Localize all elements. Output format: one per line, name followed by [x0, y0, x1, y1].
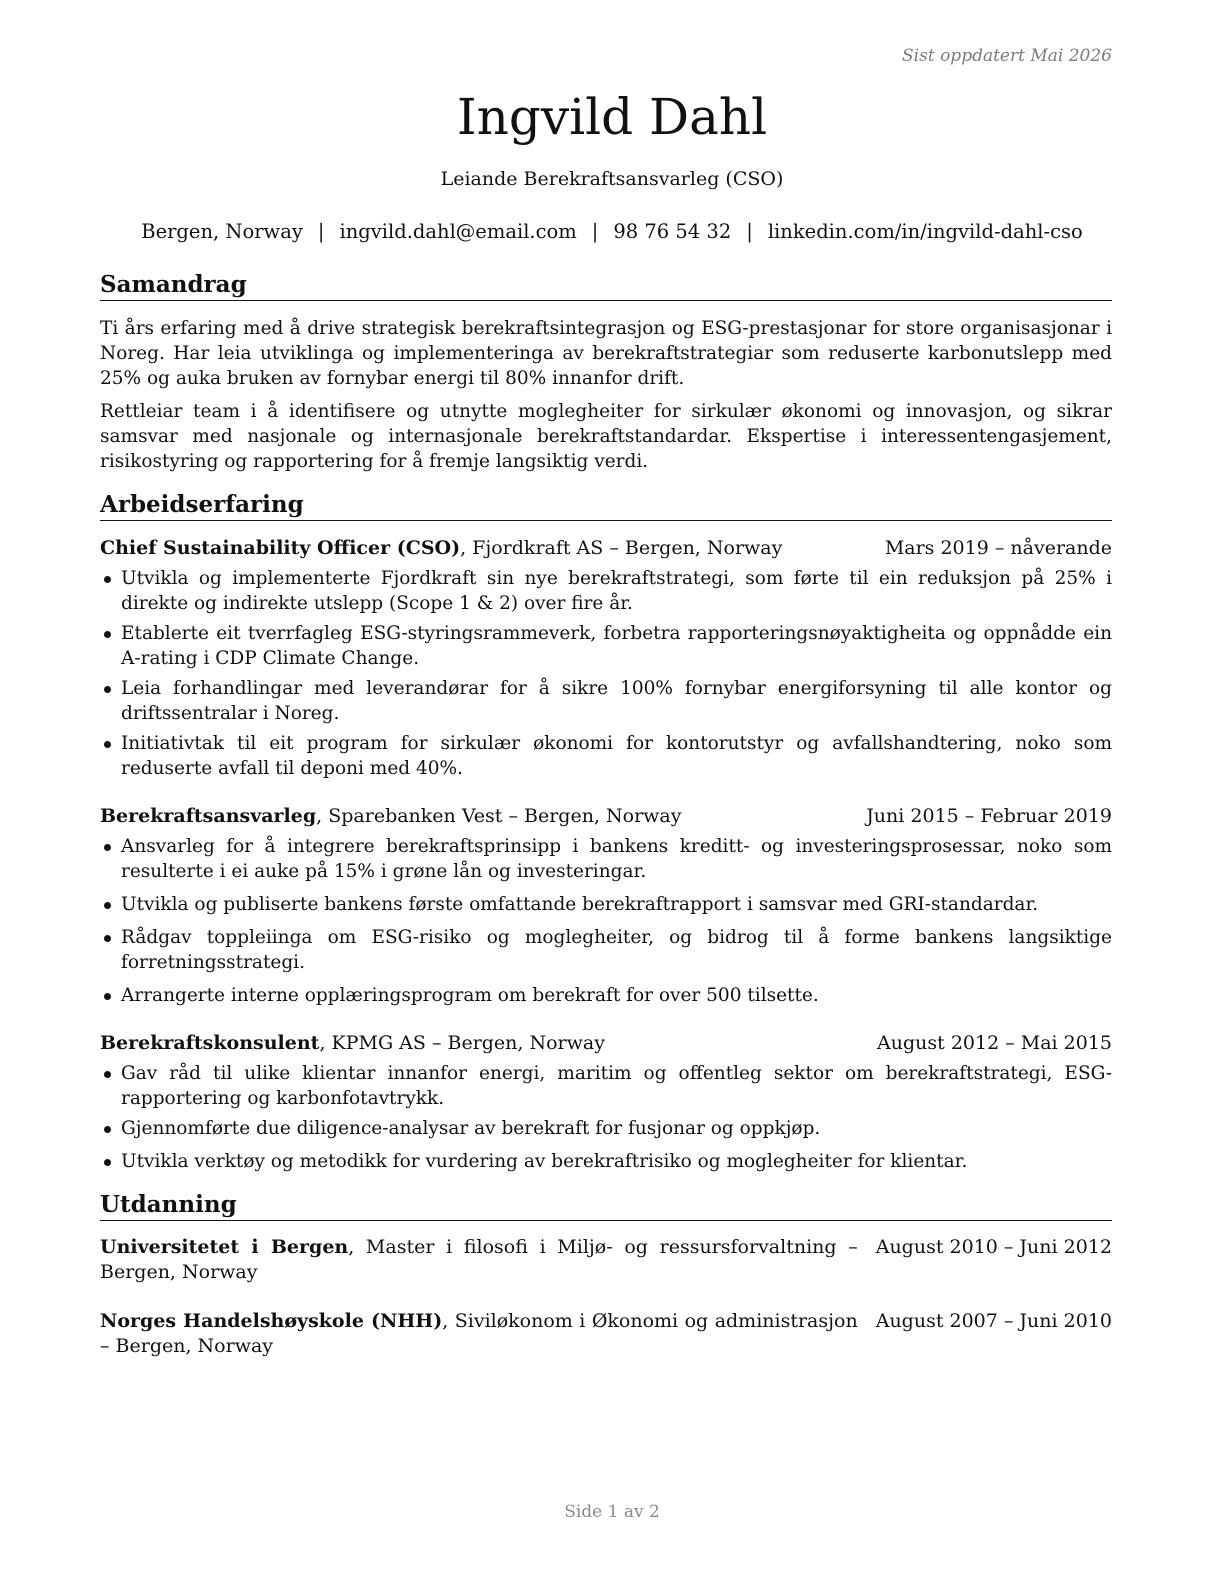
list-item: Gjennomførte due diligence-analysar av berekraft for fusjonar og oppkjøp.	[100, 1116, 1112, 1141]
contact-separator: |	[746, 220, 753, 243]
page-number: Side 1 av 2	[564, 1502, 660, 1522]
list-item: Initiativtak til eit program for sirkulær økonomi for kontorutstyr og avfallshandtering, noko som reduserte avfall til deponi med 40%.	[100, 731, 1112, 781]
job-org: , KPMG AS – Bergen, Norway	[319, 1032, 605, 1054]
job-role: Chief Sustainability Officer (CSO)	[100, 537, 461, 559]
list-item: Ansvarleg for å integrere berekraftsprinsipp i bankens kreditt- og investeringsprosessar, noko som resulterte i ei auke på 15% i grøne lån og investeringar.	[100, 834, 1112, 884]
list-item: Gav råd til ulike klientar innanfor energi, maritim og offentleg sektor om berekraftstrategi, ESG-rapportering og karbonfotavtrykk.	[100, 1061, 1112, 1111]
list-item: Rådgav toppleiinga om ESG-risiko og moglegheiter, og bidrog til å forme bankens langsiktige forretningsstrategi.	[100, 925, 1112, 975]
section-title-education: Utdanning	[100, 1190, 1112, 1221]
education-section	[100, 1190, 1112, 1359]
resume-content	[100, 270, 1112, 1359]
experience-section	[100, 490, 1112, 1174]
job-header	[100, 1030, 1112, 1056]
contact-linkedin[interactable]: linkedin.com/in/ingvild-dahl-cso	[767, 220, 1083, 243]
job-header	[100, 803, 1112, 829]
contact-separator: |	[317, 220, 325, 243]
bullet-icon	[104, 576, 111, 583]
education-degree: , Master i filosofi i Miljø- og ressursforvaltning – Bergen, Norway	[100, 1236, 858, 1283]
contact-phone: 98 76 54 32	[613, 220, 732, 243]
list-item: Arrangerte interne opplæringsprogram om berekraft for over 500 tilsette.	[100, 983, 1112, 1008]
education-school: Norges Handelshøyskole (NHH)	[100, 1310, 443, 1332]
list-item: Etablerte eit tverrfagleg ESG-styringsrammeverk, forbetra rapporteringsnøyaktigheita og oppnådde ein A-rating i CDP Climate Change.	[100, 621, 1112, 671]
job-bullets	[100, 566, 1112, 781]
summary-paragraph: Rettleiar team i å identifisere og utnytte moglegheiter for sirkulær økonomi og innovasjon, og sikrar samsvar med nasjonale og internasjonale berekraftstandardar. Ekspertise i interessentengasjement, risikostyring og rapportering for å fremje langsiktig verdi.	[100, 401, 1112, 472]
bullet-icon	[104, 1159, 111, 1166]
job-entry	[100, 803, 1112, 1008]
bullet-icon	[104, 631, 111, 638]
education-dates: August 2007 – Juni 2010	[875, 1310, 1112, 1332]
bullet-icon	[104, 741, 111, 748]
list-item: Utvikla og publiserte bankens første omfattande berekraftrapport i samsvar med GRI-standardar.	[100, 892, 1112, 917]
job-role: Berekraftskonsulent	[100, 1032, 320, 1054]
job-entry	[100, 535, 1112, 781]
bullet-icon	[104, 1071, 111, 1078]
education-entry	[100, 1309, 1112, 1359]
bullet-icon	[104, 686, 111, 693]
job-dates: August 2012 – Mai 2015	[877, 1032, 1112, 1054]
job-dates: Mars 2019 – nåverande	[884, 537, 1112, 559]
summary-section	[100, 270, 1112, 474]
job-bullets	[100, 1061, 1112, 1174]
contact-location: Bergen, Norway	[141, 220, 303, 243]
education-degree: , Siviløkonom i Økonomi og administrasjon – Bergen, Norway	[100, 1310, 858, 1357]
section-title-experience: Arbeidserfaring	[100, 490, 1112, 521]
bullet-icon	[104, 844, 111, 851]
bullet-icon	[104, 935, 111, 942]
education-entry	[100, 1235, 1112, 1285]
last-updated: Sist oppdatert Mai 2026	[902, 46, 1112, 66]
contact-line	[0, 220, 1224, 243]
bullet-icon	[104, 1126, 111, 1133]
summary-paragraph: Ti års erfaring med å drive strategisk berekraftsintegrasjon og ESG-prestasjonar for store organisasjonar i Noreg. Har leia utviklinga og implementeringa av berekraftstrategiar som reduserte karbonutslepp med 25% og auka bruken av fornybar energi til 80% innanfor drift.	[100, 318, 1112, 389]
bullet-icon	[104, 993, 111, 1000]
section-title-summary: Samandrag	[100, 270, 1112, 301]
education-school: Universitetet i Bergen	[100, 1236, 349, 1258]
contact-email[interactable]: ingvild.dahl@email.com	[339, 220, 577, 243]
person-name: Ingvild Dahl	[456, 88, 768, 146]
list-item: Utvikla og implementerte Fjordkraft sin nye berekraftstrategi, som førte til ein reduksjon på 25% i direkte og indirekte utslepp (Scope 1 & 2) over fire år.	[100, 566, 1112, 616]
job-entry	[100, 1030, 1112, 1174]
job-org: , Sparebanken Vest – Bergen, Norway	[316, 805, 682, 827]
job-header	[100, 535, 1112, 561]
bullet-icon	[104, 902, 111, 909]
list-item: Utvikla verktøy og metodikk for vurdering av berekraftrisiko og moglegheiter for klientar.	[100, 1149, 1112, 1174]
job-bullets	[100, 834, 1112, 1008]
job-org: , Fjordkraft AS – Bergen, Norway	[460, 537, 783, 559]
contact-separator: |	[591, 220, 599, 243]
job-role: Berekraftsansvarleg	[100, 805, 317, 827]
job-dates: Juni 2015 – Februar 2019	[866, 805, 1112, 827]
job-title: Leiande Berekraftsansvarleg (CSO)	[440, 168, 784, 190]
list-item: Leia forhandlingar med leverandørar for å sikre 100% fornybar energiforsyning til alle kontor og driftssentralar i Noreg.	[100, 676, 1112, 726]
education-dates: August 2010 – Juni 2012	[875, 1236, 1112, 1258]
